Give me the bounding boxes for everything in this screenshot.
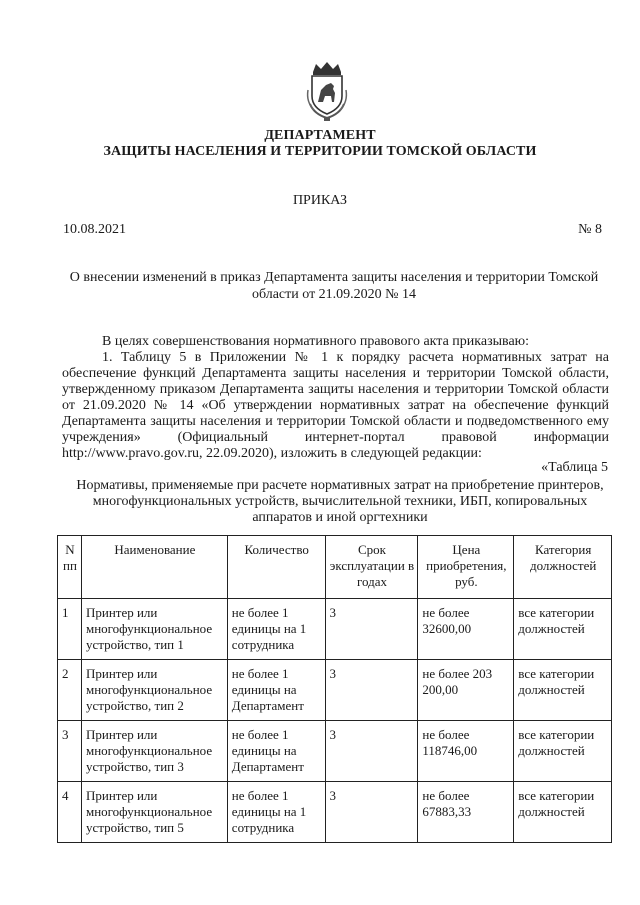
cell-category: все категории должностей	[514, 660, 612, 721]
cell-service-life: 3	[325, 721, 418, 782]
header-category: Категория должностей	[514, 536, 612, 599]
cell-price: не более 118746,00	[418, 721, 514, 782]
cell-category: все категории должностей	[514, 721, 612, 782]
header-number: N пп	[58, 536, 82, 599]
coat-of-arms-emblem	[304, 60, 350, 122]
table-row	[58, 660, 612, 721]
cell-service-life: 3	[325, 599, 418, 660]
cell-category: все категории должностей	[514, 599, 612, 660]
header-quantity: Количество	[227, 536, 325, 599]
cell-name: Принтер или многофункциональное устройство, тип 1	[81, 599, 227, 660]
cell-category: все категории должностей	[514, 782, 612, 843]
order-number: № 8	[578, 222, 602, 237]
header-name: Наименование	[81, 536, 227, 599]
department-title-line1: ДЕПАРТАМЕНТ	[264, 128, 376, 143]
header-service-life: Срок эксплуатации в годах	[325, 536, 418, 599]
header-price: Цена приобретения, руб.	[418, 536, 514, 599]
cell-quantity: не более 1 единицы на Департамент	[227, 721, 325, 782]
document-type: ПРИКАЗ	[292, 193, 348, 208]
table-row	[58, 599, 612, 660]
table-row	[58, 721, 612, 782]
body-item-1: 1. Таблицу 5 в Приложении № 1 к порядку расчета нормативных затрат на обеспечение функций Департамента защиты населения и территории Томской области, утвержденному приказом Департамента защиты населения и территории Томской области от 21.09.2020 № 14 «Об утверждении нормативных затрат на обеспечение функций Департамента защиты населения и территории Томской области и подведомственного ему учреждения» (Официальный интернет-портал правовой информации http://www.pravo.gov.ru, 22.09.2020), изложить в следующей редакции:	[62, 350, 609, 461]
cell-quantity: не более 1 единицы на 1 сотрудника	[227, 599, 325, 660]
table-title: Нормативы, применяемые при расчете нормативных затрат на приобретение принтеров, многофункциональных устройств, вычислительной техники, ИБП, копировальных аппаратов и иной оргтехники	[76, 478, 604, 525]
cell-price: не более 203 200,00	[418, 660, 514, 721]
cell-service-life: 3	[325, 782, 418, 843]
cell-quantity: не более 1 единицы на 1 сотрудника	[227, 782, 325, 843]
cell-quantity: не более 1 единицы на Департамент	[227, 660, 325, 721]
order-subject: О внесении изменений в приказ Департамента защиты населения и территории Томской области от 21.09.2020 № 14	[69, 270, 599, 302]
cell-name: Принтер или многофункциональное устройство, тип 2	[81, 660, 227, 721]
body-intro: В целях совершенствования нормативного правового акта приказываю:	[102, 334, 529, 349]
order-date: 10.08.2021	[63, 222, 126, 237]
cell-name: Принтер или многофункциональное устройство, тип 3	[81, 721, 227, 782]
table-header-row	[58, 536, 612, 599]
norms-table	[57, 535, 612, 843]
cell-service-life: 3	[325, 660, 418, 721]
order-body	[62, 334, 609, 462]
table-row	[58, 782, 612, 843]
cell-name: Принтер или многофункциональное устройство, тип 5	[81, 782, 227, 843]
cell-number: 4	[58, 782, 82, 843]
cell-number: 1	[58, 599, 82, 660]
cell-price: не более 32600,00	[418, 599, 514, 660]
cell-number: 3	[58, 721, 82, 782]
table-label: «Таблица 5	[541, 460, 608, 475]
department-title-line2: ЗАЩИТЫ НАСЕЛЕНИЯ И ТЕРРИТОРИИ ТОМСКОЙ ОБЛАСТИ	[103, 144, 537, 159]
cell-number: 2	[58, 660, 82, 721]
cell-price: не более 67883,33	[418, 782, 514, 843]
